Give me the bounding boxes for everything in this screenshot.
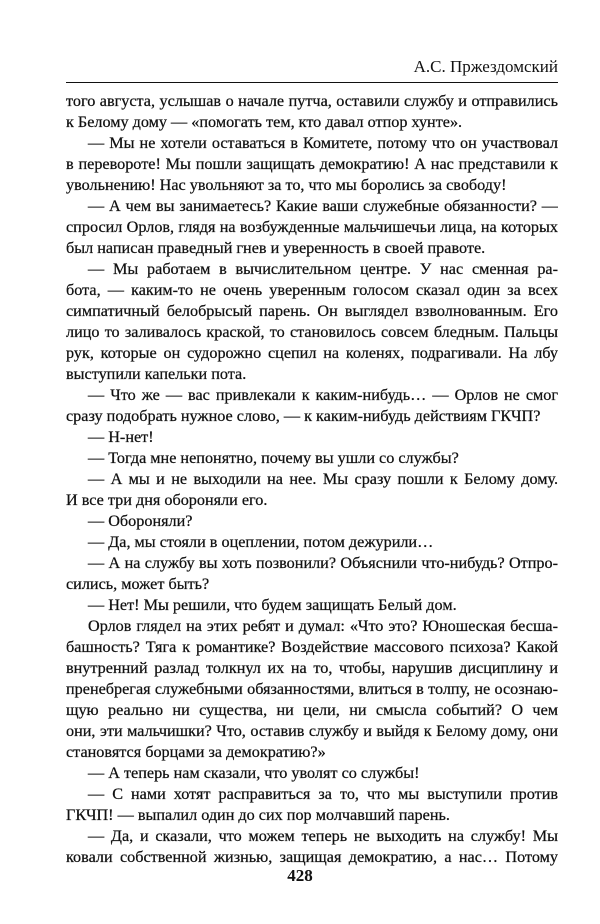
page-body-text	[66, 91, 558, 868]
text-line: — А теперь нам сказали, что уволят со службы!	[88, 764, 420, 782]
text-line: — Да, и сказали, что можем теперь не выходить на службу! Мы	[88, 827, 558, 845]
author-name: А.С. Пржездомский	[413, 57, 558, 76]
text-line: Орлов глядел на этих ребят и думал: «Что это? Юношеская бесша-	[88, 617, 558, 635]
text-line: — Тогда мне непонятно, почему вы ушли со службы?	[88, 449, 459, 467]
page-number: 428	[287, 866, 313, 885]
text-line: — С нами хотят расправиться за то, что мы выступили против	[88, 785, 558, 803]
text-line: — Мы не хотели оставаться в Комитете, потому что он участвовал	[88, 134, 558, 152]
text-line: увольнению! Нас увольняют за то, что мы боролись за свободу!	[66, 176, 507, 194]
text-line: сились, может быть?	[66, 575, 210, 593]
text-line: становятся борцами за демократию?»	[66, 743, 326, 761]
text-line: — Что же — вас привлекали к каким-нибудь… — Орлов не смог	[88, 386, 558, 404]
text-line: внутренний разлад толкнул их на то, чтобы, нарушив дисциплину и	[66, 659, 558, 677]
text-line: И все три дня обороняли его.	[66, 491, 268, 509]
text-line: — Мы работаем в вычислительном центре. У нас сменная ра-	[88, 260, 558, 278]
text-line: выступили капельки пота.	[66, 365, 247, 383]
text-line: — А на службу вы хоть позвонили? Объяснили что-нибудь? Отпро-	[88, 554, 558, 572]
text-line: к Белому дому — «помогать тем, кто давал отпор хунте».	[66, 113, 463, 131]
text-line: ГКЧП! — выпалил один до сих пор молчавший парень.	[66, 806, 450, 824]
text-line: был написан праведный гнев и уверенность в своей правоте.	[66, 239, 486, 257]
text-line: — А мы и не выходили на нее. Мы сразу пошли к Белому дому.	[88, 470, 558, 488]
text-line: лицо то заливалось краской, то становилось совсем бледным. Пальцы	[66, 323, 558, 341]
text-line: — Да, мы стояли в оцеплении, потом дежурили…	[88, 533, 434, 551]
text-line: — Н-нет!	[88, 428, 154, 446]
text-line: щую реально ни существа, ни цели, ни смысла событий? О чем	[66, 701, 558, 719]
text-line: того августа, услышав о начале путча, оставили службу и отправились	[66, 92, 558, 110]
text-line: — Нет! Мы решили, что будем защищать Белый дом.	[88, 596, 457, 614]
text-line: сразу подобрать нужное слово, — к каким-нибудь действиям ГКЧП?	[66, 407, 541, 425]
text-line: в перевороте! Мы пошли защищать демократию! А нас представили к	[66, 155, 558, 173]
text-line: симпатичный белобрысый парень. Он выглядел взволнованным. Его	[66, 302, 558, 320]
text-line: бота, — каким-то не очень уверенным голосом сказал один за всех	[66, 281, 558, 299]
text-line: башность? Тяга к романтике? Воздействие массового психоза? Какой	[66, 638, 558, 656]
text-line: они, эти мальчишки? Что, оставив службу и выйдя к Белому дому, они	[66, 722, 558, 740]
text-line: ковали собственной жизнью, защищая демократию, а нас… Потому	[66, 848, 558, 866]
text-line: — А чем вы занимаетесь? Какие ваши служебные обязанности? —	[88, 197, 558, 215]
text-line: — Обороняли?	[88, 512, 193, 530]
text-line: рук, которые он судорожно сцепил на коленях, подрагивали. На лбу	[66, 344, 558, 362]
text-line: пренебрегая служебными обязанностями, влиться в толпу, не осознаю-	[66, 680, 558, 698]
text-line: спросил Орлов, глядя на возбужденные мальчишечьи лица, на которых	[66, 218, 558, 236]
running-header	[66, 55, 558, 83]
